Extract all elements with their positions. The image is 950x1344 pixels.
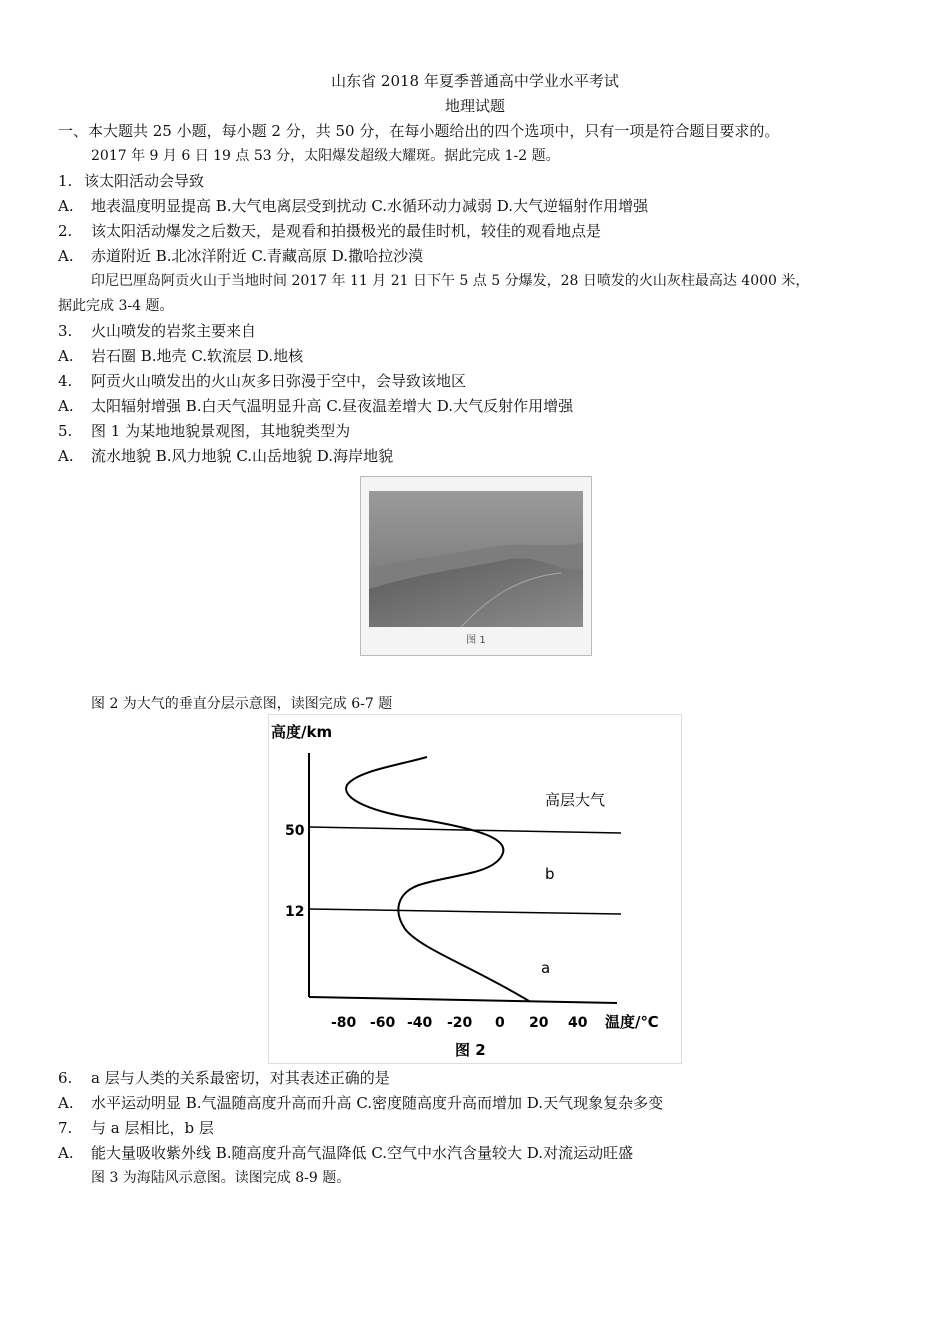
section-intro: 一、本大题共 25 小题，每小题 2 分，共 50 分，在每小题给出的四个选项中，只有一项是符合题目要求的。 xyxy=(58,122,780,140)
question-number: 2. xyxy=(58,222,73,240)
question-stem: 该太阳活动爆发之后数天，是观看和拍摄极光的最佳时机，较佳的观看地点是 xyxy=(91,222,602,240)
atmosphere-layers-diagram xyxy=(269,715,681,1063)
figure-1 xyxy=(360,476,592,656)
x-tick-0: 0 xyxy=(495,1015,505,1031)
option-label: A. xyxy=(58,397,74,415)
x-tick-minus60: -60 xyxy=(370,1015,396,1031)
desert-landscape-photo xyxy=(361,477,591,655)
x-axis xyxy=(309,997,617,1003)
question-number: 7. xyxy=(58,1119,73,1137)
question-stem: 火山喷发的岩浆主要来自 xyxy=(91,322,257,340)
question-number: 4. xyxy=(58,372,73,390)
x-tick-40: 40 xyxy=(568,1015,588,1031)
option-label: A. xyxy=(58,247,74,265)
figure-1-caption: 图 1 xyxy=(466,635,486,646)
passage-2-line-1: 印尼巴厘岛阿贡火山于当地时间 2017 年 11 月 21 日下午 5 点 5 分爆发，28 日喷发的火山灰柱最高达 4000 米， xyxy=(91,273,810,289)
boundary-12km xyxy=(309,909,621,914)
layer-label-a: a xyxy=(541,959,551,977)
passage-2-line-2: 据此完成 3-4 题。 xyxy=(58,298,174,314)
options-text: 能大量吸收紫外线 B.随高度升高气温降低 C.空气中水汽含量较大 D.对流运动旺盛 xyxy=(91,1144,634,1162)
temperature-curve xyxy=(346,757,529,1001)
question-number: 3. xyxy=(58,322,73,340)
question-number: 1. xyxy=(58,172,73,190)
option-label: A. xyxy=(58,197,74,215)
question-number: 5. xyxy=(58,422,73,440)
figure-2 xyxy=(268,714,682,1064)
y-tick-12: 12 xyxy=(285,904,305,920)
options-text: 赤道附近 B.北冰洋附近 C.青藏高原 D.撒哈拉沙漠 xyxy=(91,247,424,265)
options-text: 地表温度明显提高 B.大气电离层受到扰动 C.水循环动力减弱 D.大气逆辐射作用增强 xyxy=(91,197,649,215)
passage-4: 图 3 为海陆风示意图。读图完成 8-9 题。 xyxy=(91,1170,351,1186)
passage-3: 图 2 为大气的垂直分层示意图，读图完成 6-7 题 xyxy=(91,696,393,712)
question-stem: 图 1 为某地地貌景观图，其地貌类型为 xyxy=(91,422,351,440)
option-label: A. xyxy=(58,347,74,365)
question-stem: 与 a 层相比，b 层 xyxy=(91,1119,214,1137)
options-text: 岩石圈 B.地壳 C.软流层 D.地核 xyxy=(91,347,304,365)
passage-1: 2017 年 9 月 6 日 19 点 53 分，太阳爆发超级大耀斑。据此完成 1-2 题。 xyxy=(91,148,560,164)
options-text: 流水地貌 B.风力地貌 C.山岳地貌 D.海岸地貌 xyxy=(91,447,394,465)
y-axis-label: 高度/km xyxy=(271,723,333,741)
x-tick-minus80: -80 xyxy=(331,1015,357,1031)
layer-label-upper-atmosphere: 高层大气 xyxy=(545,791,606,809)
exam-subject: 地理试题 xyxy=(444,97,505,115)
option-label: A. xyxy=(58,447,74,465)
x-tick-minus20: -20 xyxy=(447,1015,473,1031)
layer-label-b: b xyxy=(545,865,555,883)
question-number: 6. xyxy=(58,1069,73,1087)
option-label: A. xyxy=(58,1144,74,1162)
x-tick-20: 20 xyxy=(529,1015,549,1031)
figure-2-caption: 图 2 xyxy=(455,1041,486,1059)
options-text: 太阳辐射增强 B.白天气温明显升高 C.昼夜温差增大 D.大气反射作用增强 xyxy=(91,397,574,415)
exam-title: 山东省 2018 年夏季普通高中学业水平考试 xyxy=(331,72,619,90)
question-stem: 该太阳活动会导致 xyxy=(84,172,205,190)
question-stem: a 层与人类的关系最密切，对其表述正确的是 xyxy=(91,1069,390,1087)
option-label: A. xyxy=(58,1094,74,1112)
options-text: 水平运动明显 B.气温随高度升高而升高 C.密度随高度升高而增加 D.天气现象复杂多变 xyxy=(91,1094,664,1112)
x-tick-minus40: -40 xyxy=(407,1015,433,1031)
x-axis-label: 温度/℃ xyxy=(605,1013,659,1031)
question-stem: 阿贡火山喷发出的火山灰多日弥漫于空中，会导致该地区 xyxy=(91,372,467,390)
y-tick-50: 50 xyxy=(285,823,305,839)
